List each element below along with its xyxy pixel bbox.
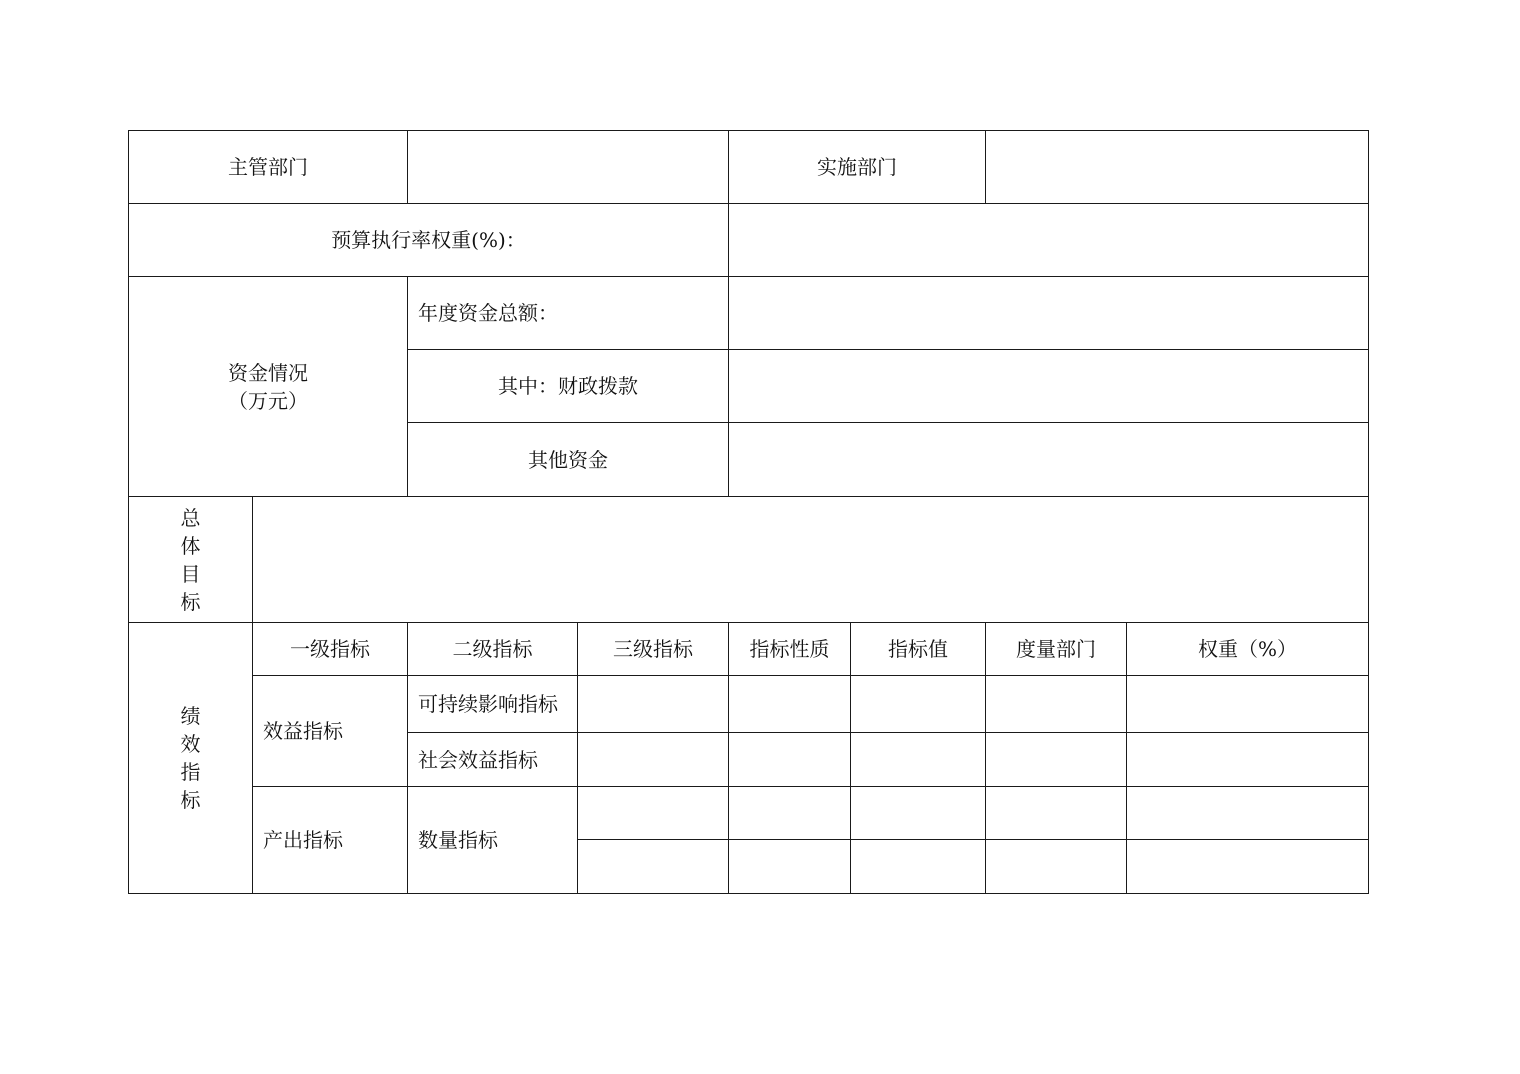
performance-goal-form: [128, 130, 1368, 893]
fiscal-allocation-field[interactable]: [729, 350, 1369, 423]
level3-field[interactable]: [578, 676, 729, 733]
header-weight: 权重（%）: [1127, 623, 1369, 676]
competent-department-label: 主管部门: [129, 131, 408, 204]
department-field[interactable]: [986, 787, 1127, 840]
department-field[interactable]: [986, 733, 1127, 787]
funding-total-row: [129, 277, 1369, 350]
weight-field[interactable]: [1127, 840, 1369, 894]
budget-weight-row: [129, 204, 1369, 277]
table-row: [129, 787, 1369, 840]
level2-sustainable-impact: 可持续影响指标: [408, 676, 578, 733]
table-row: [129, 676, 1369, 733]
header-level2: 二级指标: [408, 623, 578, 676]
value-field[interactable]: [851, 787, 986, 840]
fiscal-allocation-label: 其中：财政拨款: [408, 350, 729, 423]
nature-field[interactable]: [729, 840, 851, 894]
level2-social-benefit: 社会效益指标: [408, 733, 578, 787]
level3-field[interactable]: [578, 787, 729, 840]
level1-benefit: 效益指标: [253, 676, 408, 787]
level2-quantity: 数量指标: [408, 787, 578, 894]
budget-execution-weight-field[interactable]: [729, 204, 1369, 277]
performance-label-text: 绩效指标: [180, 704, 201, 812]
value-field[interactable]: [851, 676, 986, 733]
department-field[interactable]: [986, 676, 1127, 733]
overall-goal-label-text: 总体目标: [180, 505, 201, 614]
nature-field[interactable]: [729, 787, 851, 840]
weight-field[interactable]: [1127, 676, 1369, 733]
header-indicator-nature: 指标性质: [729, 623, 851, 676]
funding-label-line2: （万元）: [228, 388, 308, 413]
level3-field[interactable]: [578, 733, 729, 787]
annual-total-label: 年度资金总额：: [408, 277, 729, 350]
value-field[interactable]: [851, 733, 986, 787]
overall-goal-row: [129, 497, 1369, 623]
nature-field[interactable]: [729, 676, 851, 733]
overall-goal-field[interactable]: [253, 497, 1369, 623]
header-measuring-department: 度量部门: [986, 623, 1127, 676]
funding-label-line1: 资金情况: [228, 360, 308, 385]
weight-field[interactable]: [1127, 733, 1369, 787]
value-field[interactable]: [851, 840, 986, 894]
form-table: [128, 130, 1369, 894]
implementing-department-field[interactable]: [986, 131, 1369, 204]
header-indicator-value: 指标值: [851, 623, 986, 676]
header-level1: 一级指标: [253, 623, 408, 676]
overall-goal-label: [129, 497, 253, 623]
department-field[interactable]: [986, 840, 1127, 894]
level1-output: 产出指标: [253, 787, 408, 894]
other-funds-field[interactable]: [729, 423, 1369, 497]
performance-label: [129, 623, 253, 894]
level3-field[interactable]: [578, 840, 729, 894]
other-funds-label: 其他资金: [408, 423, 729, 497]
header-level3: 三级指标: [578, 623, 729, 676]
budget-execution-weight-label: 预算执行率权重(%)：: [129, 204, 729, 277]
department-row: [129, 131, 1369, 204]
weight-field[interactable]: [1127, 787, 1369, 840]
competent-department-field[interactable]: [408, 131, 729, 204]
performance-header-row: [129, 623, 1369, 676]
nature-field[interactable]: [729, 733, 851, 787]
implementing-department-label: 实施部门: [729, 131, 986, 204]
annual-total-field[interactable]: [729, 277, 1369, 350]
funding-label: [129, 277, 408, 497]
